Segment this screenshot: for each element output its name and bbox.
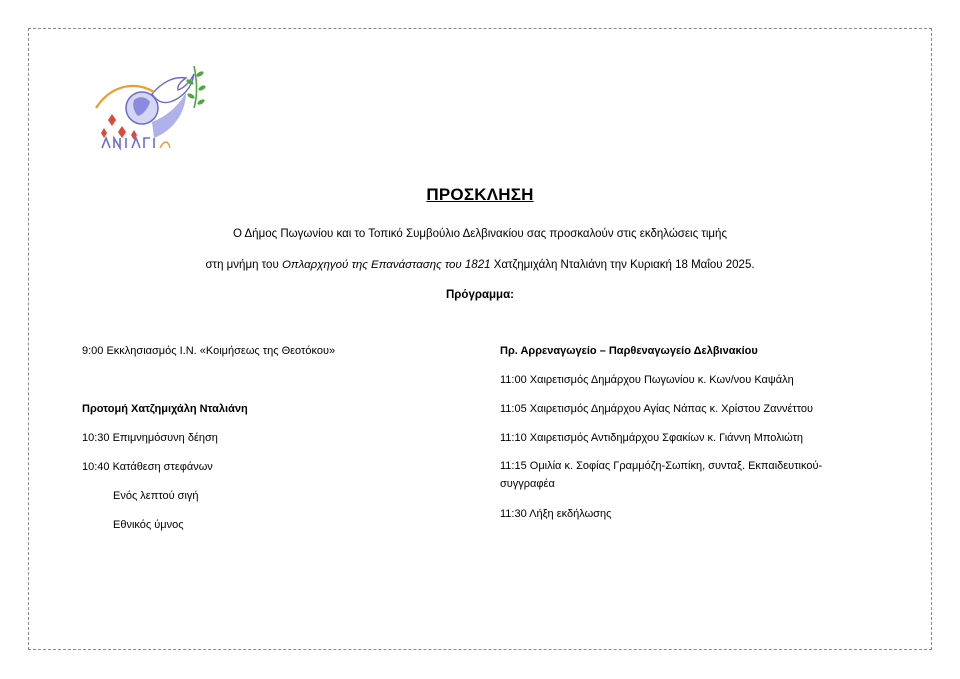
schedule-item: 11:15 Ομιλία κ. Σοφίας Γραμμόζη-Σωπίκη, συνταξ. Εκπαιδευτικού-συγγραφέα [500, 460, 823, 490]
schedule-item: Ενός λεπτού σιγή [113, 490, 199, 502]
intro-line-2 [0, 259, 960, 271]
schedule-item: 10:30 Επιμνημόσυνη δέηση [82, 432, 218, 444]
schedule-item: 11:10 Χαιρετισμός Αντιδημάρχου Σφακίων κ. Γιάννη Μπολιώτη [500, 432, 804, 444]
schedule-item: 11:05 Χαιρετισμός Δημάρχου Αγίας Νάπας κ. Χρίστου Ζαννέττου [500, 403, 814, 415]
intro-line-2-italic: Οπλαρχηγού της Επανάστασης του 1821 [281, 259, 491, 271]
schedule-item: Εθνικός ύμνος [113, 519, 184, 531]
intro-line-2-pre: στη μνήμη του [205, 259, 279, 271]
intro-line-1: Ο Δήμος Πωγωνίου και το Τοπικό Συμβούλιο Δελβινακίου σας προσκαλούν στις εκδηλώσεις τιμής [232, 228, 727, 240]
section-heading: Πρ. Αρρεναγωγείο – Παρθεναγωγείο Δελβινακίου [500, 345, 758, 357]
commemorative-emblem-icon [82, 52, 214, 164]
schedule-item: 11:00 Χαιρετισμός Δημάρχου Πωγωνίου κ. Κων/νου Καψάλη [500, 374, 794, 386]
program-heading: Πρόγραμμα: [446, 289, 514, 301]
intro-line-2-post: Χατζημιχάλη Νταλιάνη την Κυριακή 18 Μαΐου 2025. [493, 259, 755, 271]
schedule-item: 10:40 Κατάθεση στεφάνων [82, 461, 213, 473]
schedule-item: 9:00 Εκκλησιασμός Ι.Ν. «Κοιμήσεως της Θεοτόκου» [82, 345, 336, 357]
section-heading: Προτομή Χατζημιχάλη Νταλιάνη [82, 403, 248, 415]
schedule-item: 11:30 Λήξη εκδήλωσης [500, 508, 612, 520]
document-title: ΠΡΟΣΚΛΗΣΗ [426, 185, 534, 204]
